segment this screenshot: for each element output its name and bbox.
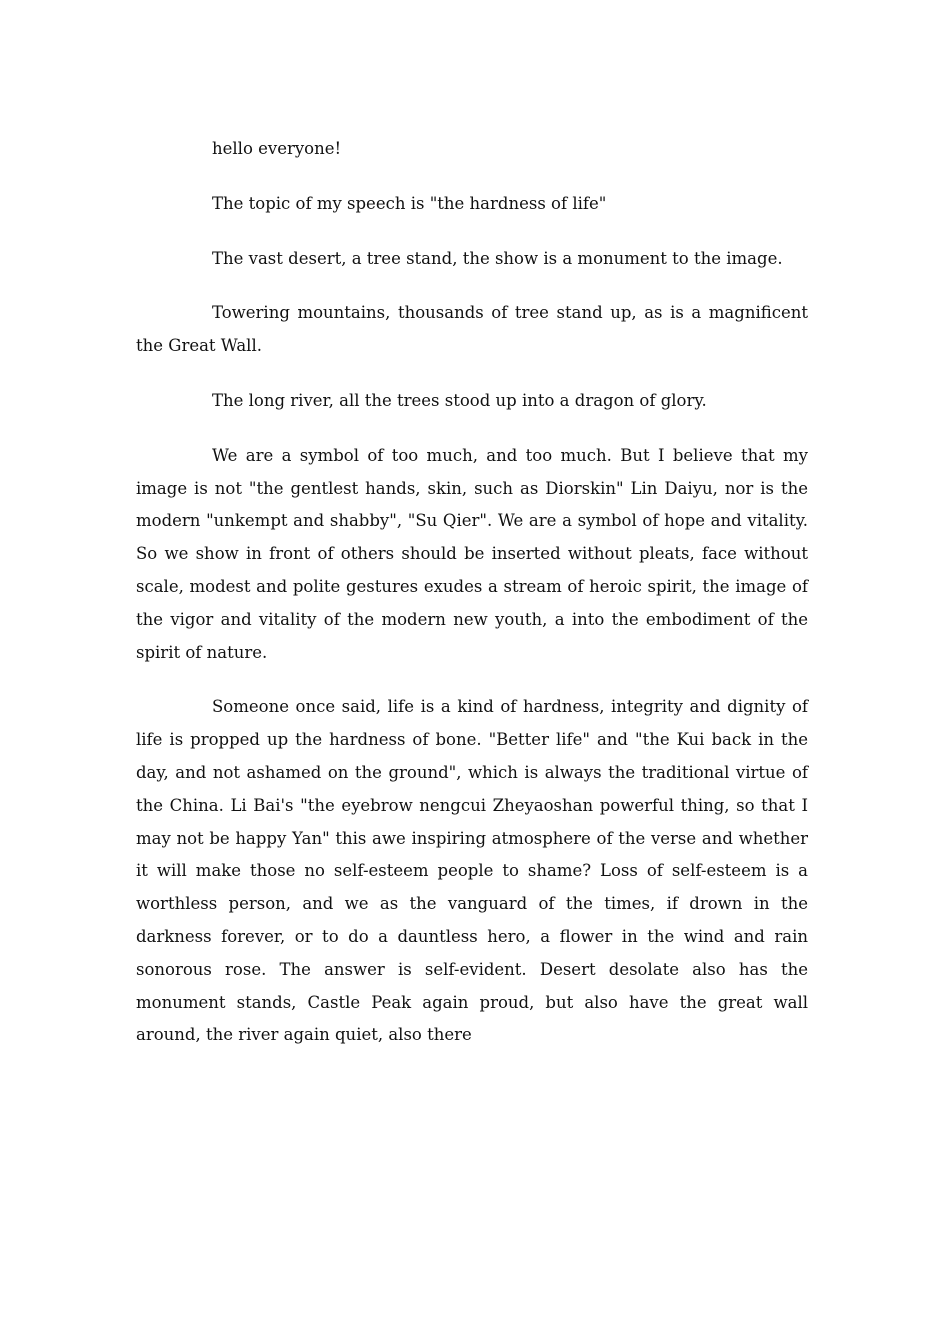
paragraph-topic: The topic of my speech is "the hardness of life": [212, 193, 607, 213]
document-body: [136, 133, 808, 1074]
paragraph-river: The long river, all the trees stood up into a dragon of glory.: [212, 390, 707, 410]
paragraph-symbol: We are a symbol of too much, and too much. But I believe that my image is not "the gentlest hands, skin, such as Diorskin" Lin Daiyu, nor is the modern "unkempt and shabby", "Su Qier". We are a symbol of hope and vitality. So we show in front of others should be inserted without pleats, face without scale, modest and polite gestures exudes a stream of heroic spirit, the image of the vigor and vitality of the modern new youth, a into the embodiment of the spirit of nature.: [136, 445, 808, 662]
paragraph-hardness: Someone once said, life is a kind of hardness, integrity and dignity of life is propped up the hardness of bone. "Better life" and "the Kui back in the day, and not ashamed on the ground", which is always the traditional virtue of the China. Li Bai's "the eyebrow nengcui Zheyaoshan powerful thing, so that I may not be happy Yan" this awe inspiring atmosphere of the verse and whether it will make those no self-esteem people to shame? Loss of self-esteem is a worthless person, and we as the vanguard of the times, if drown in the darkness forever, or to do a dauntless hero, a flower in the wind and rain sonorous rose. The answer is self-evident. Desert desolate also has the monument stands, Castle Peak again proud, but also have the great wall around, the river again quiet, also there: [136, 697, 808, 1045]
paragraph-desert: The vast desert, a tree stand, the show is a monument to the image.: [212, 248, 783, 268]
paragraph-greeting: hello everyone!: [212, 139, 342, 158]
paragraph-mountains: Towering mountains, thousands of tree stand up, as is a magnificent the Great Wall.: [136, 303, 808, 356]
